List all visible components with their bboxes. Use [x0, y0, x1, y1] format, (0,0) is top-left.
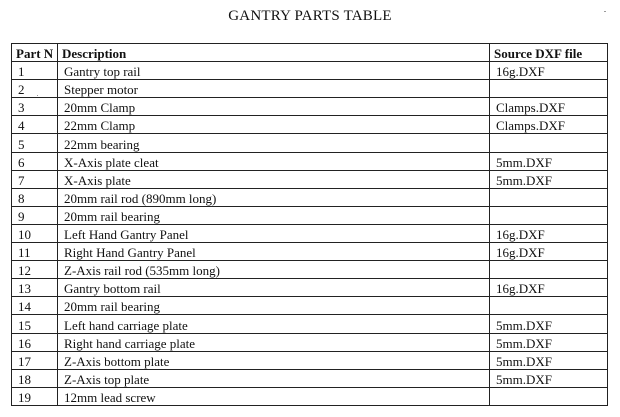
table-row: [12, 224, 608, 242]
part-number-cell: 7: [12, 170, 58, 188]
source-dxf-cell: 16g.DXF: [490, 224, 608, 242]
source-dxf-cell: 16g.DXF: [490, 243, 608, 261]
description-cell: X-Axis plate cleat: [58, 152, 490, 170]
table-row: [12, 188, 608, 206]
description-cell: Stepper motor: [58, 80, 490, 98]
table-row: [12, 116, 608, 134]
table-row: [12, 134, 608, 152]
source-dxf-cell: [490, 261, 608, 279]
description-cell: Left hand carriage plate: [58, 315, 490, 333]
source-dxf-cell: [490, 206, 608, 224]
table-row: [12, 279, 608, 297]
description-cell: X-Axis plate: [58, 170, 490, 188]
source-dxf-cell: 5mm.DXF: [490, 333, 608, 351]
description-cell: 22mm bearing: [58, 134, 490, 152]
source-dxf-cell: 16g.DXF: [490, 279, 608, 297]
part-number-cell: 17: [12, 351, 58, 369]
table-row: [12, 243, 608, 261]
part-number-cell: 8: [12, 188, 58, 206]
header-description: Description: [58, 44, 490, 62]
source-dxf-cell: [490, 387, 608, 405]
table-row: [12, 387, 608, 405]
part-number-cell: 10: [12, 224, 58, 242]
page-title: GANTRY PARTS TABLE: [228, 8, 392, 24]
source-dxf-cell: 5mm.DXF: [490, 351, 608, 369]
source-dxf-cell: [490, 80, 608, 98]
part-number-cell: 18: [12, 369, 58, 387]
source-dxf-cell: [490, 134, 608, 152]
table-row: [12, 98, 608, 116]
description-cell: 20mm rail bearing: [58, 206, 490, 224]
source-dxf-cell: 16g.DXF: [490, 62, 608, 80]
part-number-cell: 5: [12, 134, 58, 152]
description-cell: 20mm rail rod (890mm long): [58, 188, 490, 206]
source-dxf-cell: [490, 188, 608, 206]
description-cell: Z-Axis bottom plate: [58, 351, 490, 369]
source-dxf-cell: 5mm.DXF: [490, 315, 608, 333]
source-dxf-cell: 5mm.DXF: [490, 369, 608, 387]
description-cell: Right Hand Gantry Panel: [58, 243, 490, 261]
description-cell: 12mm lead screw: [58, 387, 490, 405]
description-cell: Gantry top rail: [58, 62, 490, 80]
part-number-cell: 13: [12, 279, 58, 297]
description-cell: 22mm Clamp: [58, 116, 490, 134]
source-dxf-cell: 5mm.DXF: [490, 170, 608, 188]
part-number-cell: 2: [12, 80, 58, 98]
table-row: [12, 80, 608, 98]
table-row: [12, 297, 608, 315]
part-number-cell: 3: [12, 98, 58, 116]
source-dxf-cell: [490, 297, 608, 315]
table-row: [12, 170, 608, 188]
part-number-cell: 1: [12, 62, 58, 80]
gantry-parts-table: [11, 43, 608, 406]
source-dxf-cell: Clamps.DXF: [490, 98, 608, 116]
table-row: [12, 333, 608, 351]
description-cell: 20mm Clamp: [58, 98, 490, 116]
description-cell: 20mm rail bearing: [58, 297, 490, 315]
table-row: [12, 206, 608, 224]
part-number-cell: 12: [12, 261, 58, 279]
table-row: [12, 261, 608, 279]
header-part-number: Part N: [12, 44, 58, 62]
table-row: [12, 369, 608, 387]
table-row: [12, 315, 608, 333]
table-row: [12, 62, 608, 80]
part-number-cell: 19: [12, 387, 58, 405]
header-source-dxf: Source DXF file: [490, 44, 608, 62]
part-number-cell: 15: [12, 315, 58, 333]
description-cell: Gantry bottom rail: [58, 279, 490, 297]
description-cell: Right hand carriage plate: [58, 333, 490, 351]
part-number-cell: 16: [12, 333, 58, 351]
table-header-row: [12, 44, 608, 62]
scan-speck: [604, 11, 606, 12]
source-dxf-cell: 5mm.DXF: [490, 152, 608, 170]
part-number-cell: 14: [12, 297, 58, 315]
description-cell: Z-Axis rail rod (535mm long): [58, 261, 490, 279]
description-cell: Left Hand Gantry Panel: [58, 224, 490, 242]
part-number-cell: 6: [12, 152, 58, 170]
table-row: [12, 351, 608, 369]
source-dxf-cell: Clamps.DXF: [490, 116, 608, 134]
part-number-cell: 11: [12, 243, 58, 261]
part-number-cell: 4: [12, 116, 58, 134]
description-cell: Z-Axis top plate: [58, 369, 490, 387]
table-row: [12, 152, 608, 170]
part-number-cell: 9: [12, 206, 58, 224]
